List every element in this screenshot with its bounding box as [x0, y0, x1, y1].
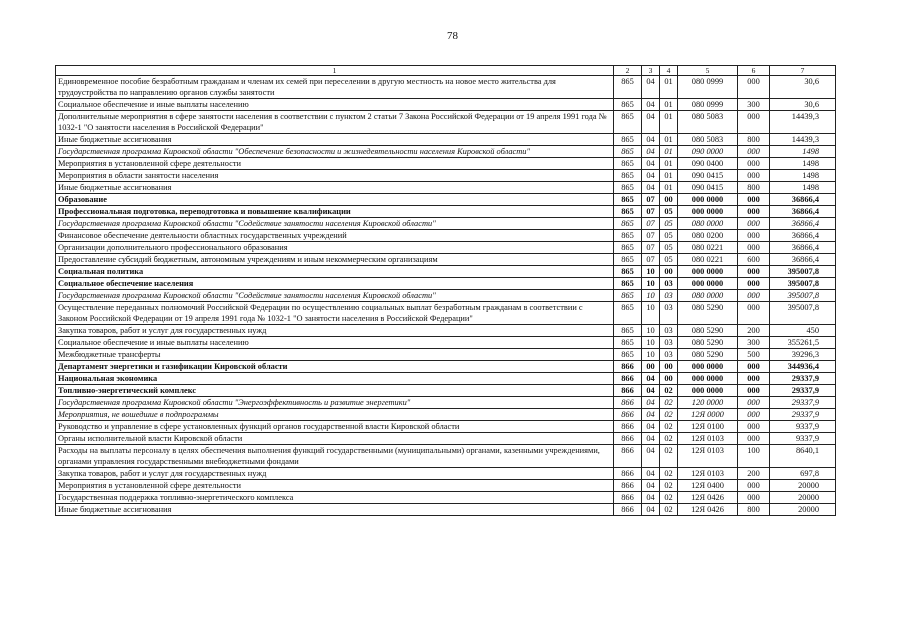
row-name: Закупка товаров, работ и услуг для государственных нужд: [56, 468, 614, 480]
row-expense-type-code: 000: [738, 170, 770, 182]
row-target-item-code: 080 5083: [678, 134, 738, 146]
row-expense-type-code: 000: [738, 397, 770, 409]
row-amount: 395007,8: [770, 302, 836, 325]
row-target-item-code: 12Я 0103: [678, 433, 738, 445]
row-name: Иные бюджетные ассигнования: [56, 134, 614, 146]
row-amount: 36866,4: [770, 230, 836, 242]
row-section-code: 04: [642, 182, 660, 194]
row-expense-type-code: 000: [738, 242, 770, 254]
row-target-item-code: 000 0000: [678, 266, 738, 278]
row-subsection-code: 02: [660, 492, 678, 504]
row-target-item-code: 12Я 0103: [678, 445, 738, 468]
row-expense-type-code: 000: [738, 480, 770, 492]
row-ministry-code: 866: [614, 433, 642, 445]
row-subsection-code: 05: [660, 242, 678, 254]
row-name: Государственная программа Кировской области "Обеспечение безопасности и жизнедеятельности населения Кировской области": [56, 146, 614, 158]
row-ministry-code: 866: [614, 492, 642, 504]
row-expense-type-code: 000: [738, 206, 770, 218]
row-name: Иные бюджетные ассигнования: [56, 504, 614, 516]
row-amount: 30,6: [770, 99, 836, 111]
row-target-item-code: 080 5083: [678, 111, 738, 134]
row-section-code: 04: [642, 492, 660, 504]
row-subsection-code: 02: [660, 397, 678, 409]
row-section-code: 07: [642, 242, 660, 254]
row-ministry-code: 866: [614, 385, 642, 397]
row-name: Межбюджетные трансферты: [56, 349, 614, 361]
row-target-item-code: 12Я 0426: [678, 492, 738, 504]
row-target-item-code: 080 0999: [678, 99, 738, 111]
row-subsection-code: 03: [660, 278, 678, 290]
row-amount: 9337,9: [770, 433, 836, 445]
row-expense-type-code: 000: [738, 158, 770, 170]
row-expense-type-code: 000: [738, 433, 770, 445]
row-target-item-code: 080 0000: [678, 218, 738, 230]
row-amount: 36866,4: [770, 218, 836, 230]
header-col-5: 5: [678, 66, 738, 76]
row-target-item-code: 090 0400: [678, 158, 738, 170]
row-target-item-code: 090 0415: [678, 170, 738, 182]
row-name: Государственная программа Кировской области "Содействие занятости населения Кировской области": [56, 218, 614, 230]
row-expense-type-code: 300: [738, 99, 770, 111]
row-amount: 395007,8: [770, 290, 836, 302]
row-ministry-code: 865: [614, 218, 642, 230]
table-row: [56, 373, 836, 385]
row-ministry-code: 865: [614, 230, 642, 242]
table-row: [56, 206, 836, 218]
row-expense-type-code: 800: [738, 182, 770, 194]
row-expense-type-code: 000: [738, 111, 770, 134]
table-row: [56, 242, 836, 254]
table-row: [56, 480, 836, 492]
table-row: [56, 218, 836, 230]
row-section-code: 04: [642, 385, 660, 397]
row-expense-type-code: 600: [738, 254, 770, 266]
row-ministry-code: 865: [614, 337, 642, 349]
table-row: [56, 385, 836, 397]
row-amount: 39296,3: [770, 349, 836, 361]
row-name: Дополнительные мероприятия в сфере занятости населения в соответствии с пунктом 2 статьи 7 Закона Российской Федерации от 19 апреля 1991 года № 1032-1 "О занятости населения в Российской Федерации": [56, 111, 614, 134]
row-subsection-code: 02: [660, 504, 678, 516]
table-row: [56, 194, 836, 206]
row-section-code: 10: [642, 325, 660, 337]
row-subsection-code: 02: [660, 421, 678, 433]
row-section-code: 04: [642, 480, 660, 492]
row-amount: 450: [770, 325, 836, 337]
row-name: Социальная политика: [56, 266, 614, 278]
row-name: Образование: [56, 194, 614, 206]
row-subsection-code: 03: [660, 302, 678, 325]
row-amount: 29337,9: [770, 397, 836, 409]
row-expense-type-code: 800: [738, 134, 770, 146]
row-amount: 1498: [770, 158, 836, 170]
row-amount: 29337,9: [770, 373, 836, 385]
row-expense-type-code: 000: [738, 385, 770, 397]
row-expense-type-code: 000: [738, 302, 770, 325]
row-amount: 36866,4: [770, 194, 836, 206]
row-section-code: 10: [642, 337, 660, 349]
row-amount: 14439,3: [770, 111, 836, 134]
row-target-item-code: 080 5290: [678, 302, 738, 325]
table-row: [56, 170, 836, 182]
row-name: Организации дополнительного профессионального образования: [56, 242, 614, 254]
row-ministry-code: 865: [614, 349, 642, 361]
row-name: Предоставление субсидий бюджетным, автономным учреждениям и иным некоммерческим организациям: [56, 254, 614, 266]
row-subsection-code: 00: [660, 361, 678, 373]
row-ministry-code: 866: [614, 361, 642, 373]
header-col-2: 2: [614, 66, 642, 76]
row-target-item-code: 080 0999: [678, 76, 738, 99]
table-row: [56, 409, 836, 421]
table-body: [56, 76, 836, 516]
row-ministry-code: 865: [614, 302, 642, 325]
page-number: 78: [447, 30, 458, 42]
row-expense-type-code: 500: [738, 349, 770, 361]
row-amount: 1498: [770, 182, 836, 194]
row-ministry-code: 866: [614, 480, 642, 492]
row-ministry-code: 865: [614, 194, 642, 206]
row-section-code: 04: [642, 158, 660, 170]
row-name: Иные бюджетные ассигнования: [56, 182, 614, 194]
row-section-code: 04: [642, 421, 660, 433]
row-expense-type-code: 200: [738, 325, 770, 337]
row-ministry-code: 866: [614, 397, 642, 409]
row-name: Государственная программа Кировской области "Энергоэффективность и развитие энергетики": [56, 397, 614, 409]
row-section-code: 04: [642, 445, 660, 468]
row-section-code: 04: [642, 99, 660, 111]
row-target-item-code: 000 0000: [678, 361, 738, 373]
row-expense-type-code: 000: [738, 266, 770, 278]
table-row: [56, 266, 836, 278]
table-row: [56, 254, 836, 266]
row-target-item-code: 12Я 0000: [678, 409, 738, 421]
row-section-code: 10: [642, 349, 660, 361]
row-amount: 1498: [770, 170, 836, 182]
header-col-7: 7: [770, 66, 836, 76]
row-ministry-code: 865: [614, 290, 642, 302]
row-ministry-code: 865: [614, 76, 642, 99]
row-amount: 9337,9: [770, 421, 836, 433]
row-name: Мероприятия в установленной сфере деятельности: [56, 480, 614, 492]
row-target-item-code: 080 5290: [678, 349, 738, 361]
row-amount: 20000: [770, 492, 836, 504]
row-expense-type-code: 000: [738, 421, 770, 433]
row-subsection-code: 05: [660, 218, 678, 230]
row-subsection-code: 01: [660, 170, 678, 182]
row-subsection-code: 05: [660, 206, 678, 218]
row-section-code: 10: [642, 278, 660, 290]
row-section-code: 07: [642, 194, 660, 206]
row-name: Социальное обеспечение и иные выплаты населению: [56, 99, 614, 111]
row-ministry-code: 865: [614, 134, 642, 146]
header-col-3: 3: [642, 66, 660, 76]
row-amount: 36866,4: [770, 206, 836, 218]
row-target-item-code: 12Я 0400: [678, 480, 738, 492]
table-row: [56, 146, 836, 158]
row-subsection-code: 03: [660, 349, 678, 361]
table-row: [56, 325, 836, 337]
row-ministry-code: 866: [614, 468, 642, 480]
row-expense-type-code: 200: [738, 468, 770, 480]
row-name: Финансовое обеспечение деятельности областных государственных учреждений: [56, 230, 614, 242]
row-subsection-code: 03: [660, 337, 678, 349]
row-name: Мероприятия в области занятости населения: [56, 170, 614, 182]
row-subsection-code: 02: [660, 385, 678, 397]
table-row: [56, 290, 836, 302]
table-row: [56, 134, 836, 146]
row-amount: 8640,1: [770, 445, 836, 468]
row-subsection-code: 00: [660, 266, 678, 278]
table-row: [56, 278, 836, 290]
row-target-item-code: 080 5290: [678, 325, 738, 337]
row-ministry-code: 865: [614, 278, 642, 290]
row-name: Национальная экономика: [56, 373, 614, 385]
row-expense-type-code: 000: [738, 76, 770, 99]
row-section-code: 04: [642, 111, 660, 134]
row-section-code: 07: [642, 218, 660, 230]
row-expense-type-code: 000: [738, 278, 770, 290]
row-subsection-code: 01: [660, 76, 678, 99]
row-subsection-code: 01: [660, 134, 678, 146]
row-name: Осуществление переданных полномочий Российской Федерации по осуществлению социальных выплат безработным гражданам в соответствии с Законом Российской Федерации от 19 апреля 1991 года № 1032-1 "О занятости населения в Российской Федерации": [56, 302, 614, 325]
row-ministry-code: 866: [614, 373, 642, 385]
table-row: [56, 349, 836, 361]
table-row: [56, 230, 836, 242]
row-name: Профессиональная подготовка, переподготовка и повышение квалификации: [56, 206, 614, 218]
row-ministry-code: 865: [614, 254, 642, 266]
row-expense-type-code: 000: [738, 290, 770, 302]
row-section-code: 07: [642, 206, 660, 218]
table-row: [56, 492, 836, 504]
row-subsection-code: 01: [660, 99, 678, 111]
row-amount: 395007,8: [770, 266, 836, 278]
row-ministry-code: 866: [614, 421, 642, 433]
row-subsection-code: 00: [660, 194, 678, 206]
row-target-item-code: 12Я 0103: [678, 468, 738, 480]
row-target-item-code: 090 0415: [678, 182, 738, 194]
row-amount: 36866,4: [770, 254, 836, 266]
row-section-code: 00: [642, 361, 660, 373]
row-ministry-code: 865: [614, 182, 642, 194]
row-name: Топливно-энергетический комплекс: [56, 385, 614, 397]
row-expense-type-code: 000: [738, 194, 770, 206]
row-subsection-code: 02: [660, 409, 678, 421]
row-name: Департамент энергетики и газификации Кировской области: [56, 361, 614, 373]
row-expense-type-code: 300: [738, 337, 770, 349]
row-amount: 1498: [770, 146, 836, 158]
row-section-code: 04: [642, 409, 660, 421]
table-row: [56, 433, 836, 445]
row-ministry-code: 865: [614, 111, 642, 134]
row-section-code: 04: [642, 468, 660, 480]
row-section-code: 04: [642, 170, 660, 182]
row-name: Мероприятия в установленной сфере деятельности: [56, 158, 614, 170]
row-section-code: 04: [642, 433, 660, 445]
row-ministry-code: 866: [614, 445, 642, 468]
row-expense-type-code: 000: [738, 230, 770, 242]
row-subsection-code: 05: [660, 254, 678, 266]
row-target-item-code: 080 0000: [678, 290, 738, 302]
table-row: [56, 468, 836, 480]
table-row: [56, 445, 836, 468]
row-section-code: 04: [642, 373, 660, 385]
row-section-code: 04: [642, 397, 660, 409]
header-col-6: 6: [738, 66, 770, 76]
row-name: Закупка товаров, работ и услуг для государственных нужд: [56, 325, 614, 337]
row-name: Государственная программа Кировской области "Содействие занятости населения Кировской области": [56, 290, 614, 302]
row-expense-type-code: 000: [738, 373, 770, 385]
row-section-code: 04: [642, 76, 660, 99]
row-section-code: 07: [642, 254, 660, 266]
row-expense-type-code: 000: [738, 361, 770, 373]
row-name: Социальное обеспечение и иные выплаты населению: [56, 337, 614, 349]
row-subsection-code: 02: [660, 445, 678, 468]
row-subsection-code: 03: [660, 290, 678, 302]
row-amount: 355261,5: [770, 337, 836, 349]
row-expense-type-code: 800: [738, 504, 770, 516]
table-row: [56, 158, 836, 170]
row-ministry-code: 865: [614, 242, 642, 254]
header-col-1: 1: [56, 66, 614, 76]
table-row: [56, 76, 836, 99]
header-col-4: 4: [660, 66, 678, 76]
row-subsection-code: 05: [660, 230, 678, 242]
table-row: [56, 111, 836, 134]
row-target-item-code: 000 0000: [678, 206, 738, 218]
table-row: [56, 302, 836, 325]
table-row: [56, 361, 836, 373]
row-target-item-code: 120 0000: [678, 397, 738, 409]
row-subsection-code: 03: [660, 325, 678, 337]
row-target-item-code: 080 0200: [678, 230, 738, 242]
row-expense-type-code: 000: [738, 146, 770, 158]
row-amount: 36866,4: [770, 242, 836, 254]
table-row: [56, 99, 836, 111]
row-name: Расходы на выплаты персоналу в целях обеспечения выполнения функций государственными (муниципальными) органами, казенными учреждениями, органами управления государственными внебюджетными фондами: [56, 445, 614, 468]
row-name: Социальное обеспечение населения: [56, 278, 614, 290]
row-amount: 20000: [770, 480, 836, 492]
row-expense-type-code: 000: [738, 492, 770, 504]
table-row: [56, 337, 836, 349]
row-ministry-code: 865: [614, 158, 642, 170]
row-ministry-code: 865: [614, 170, 642, 182]
row-expense-type-code: 000: [738, 409, 770, 421]
row-ministry-code: 865: [614, 146, 642, 158]
row-section-code: 04: [642, 504, 660, 516]
row-subsection-code: 01: [660, 182, 678, 194]
row-amount: 697,8: [770, 468, 836, 480]
row-amount: 29337,9: [770, 409, 836, 421]
row-subsection-code: 02: [660, 433, 678, 445]
budget-table: [55, 65, 836, 516]
row-expense-type-code: 000: [738, 218, 770, 230]
row-ministry-code: 865: [614, 99, 642, 111]
row-target-item-code: 12Я 0100: [678, 421, 738, 433]
row-name: Органы исполнительной власти Кировской области: [56, 433, 614, 445]
row-section-code: 07: [642, 230, 660, 242]
row-amount: 14439,3: [770, 134, 836, 146]
row-target-item-code: 090 0000: [678, 146, 738, 158]
row-target-item-code: 000 0000: [678, 194, 738, 206]
row-name: Единовременное пособие безработным гражданам и членам их семей при переселении в другую местность на новое место жительства для трудоустройства по направлению органов службы занятости: [56, 76, 614, 99]
row-amount: 30,6: [770, 76, 836, 99]
row-section-code: 10: [642, 290, 660, 302]
row-subsection-code: 02: [660, 480, 678, 492]
row-subsection-code: 00: [660, 373, 678, 385]
row-section-code: 10: [642, 302, 660, 325]
table-row: [56, 397, 836, 409]
table-row: [56, 504, 836, 516]
row-ministry-code: 866: [614, 504, 642, 516]
row-ministry-code: 866: [614, 409, 642, 421]
row-section-code: 04: [642, 134, 660, 146]
row-target-item-code: 000 0000: [678, 385, 738, 397]
row-amount: 344936,4: [770, 361, 836, 373]
row-target-item-code: 080 0221: [678, 254, 738, 266]
row-target-item-code: 000 0000: [678, 278, 738, 290]
row-subsection-code: 02: [660, 468, 678, 480]
row-target-item-code: 000 0000: [678, 373, 738, 385]
row-target-item-code: 080 5290: [678, 337, 738, 349]
table-header-row: [56, 66, 836, 76]
table-row: [56, 421, 836, 433]
row-target-item-code: 080 0221: [678, 242, 738, 254]
row-name: Руководство и управление в сфере установленных функций органов государственной власти Кировской области: [56, 421, 614, 433]
row-name: Государственная поддержка топливно-энергетического комплекса: [56, 492, 614, 504]
row-amount: 395007,8: [770, 278, 836, 290]
table-row: [56, 182, 836, 194]
row-subsection-code: 01: [660, 158, 678, 170]
row-ministry-code: 865: [614, 266, 642, 278]
row-ministry-code: 865: [614, 325, 642, 337]
row-subsection-code: 01: [660, 146, 678, 158]
row-subsection-code: 01: [660, 111, 678, 134]
row-amount: 29337,9: [770, 385, 836, 397]
row-section-code: 10: [642, 266, 660, 278]
row-target-item-code: 12Я 0426: [678, 504, 738, 516]
row-section-code: 04: [642, 146, 660, 158]
row-amount: 20000: [770, 504, 836, 516]
row-ministry-code: 865: [614, 206, 642, 218]
row-expense-type-code: 100: [738, 445, 770, 468]
row-name: Мероприятия, не вошедшие в подпрограммы: [56, 409, 614, 421]
